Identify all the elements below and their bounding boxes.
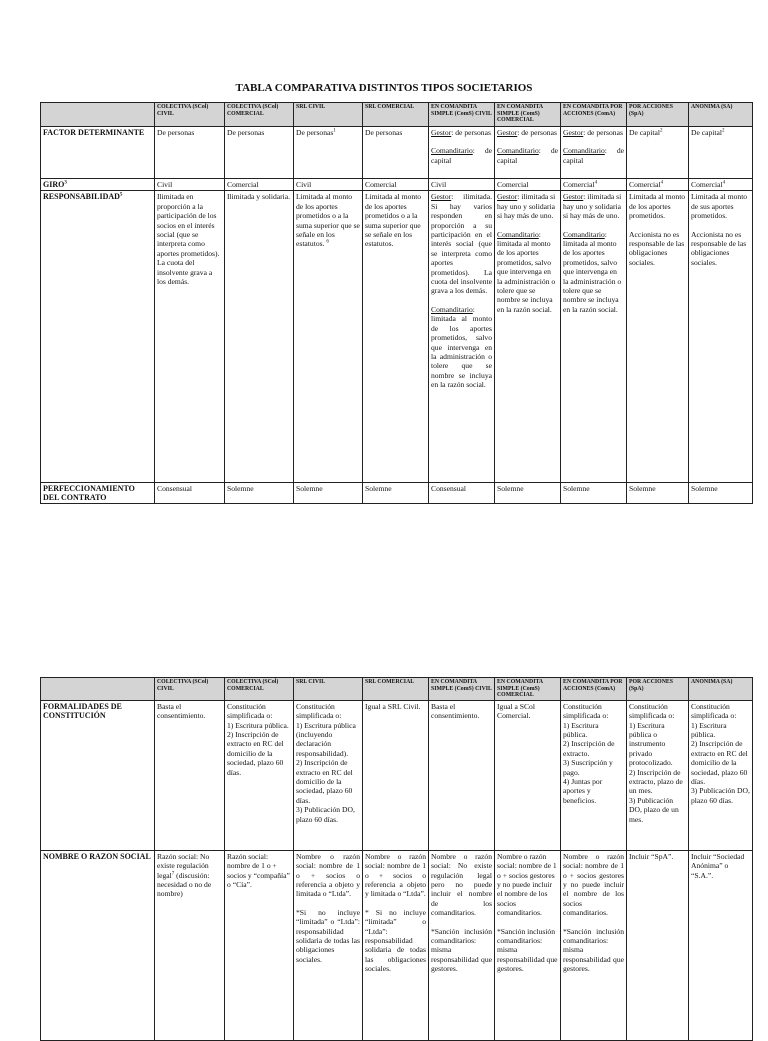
column-header: EN COMANDITA SIMPLE (ComS) COMERCIAL — [495, 103, 561, 127]
cell-text: Comercial — [691, 180, 723, 189]
column-header: POR ACCIONES (SpA) — [627, 678, 689, 701]
gestor-value: : de personas — [583, 128, 623, 137]
footnote-ref: 1 — [333, 128, 336, 134]
cell: Solemne — [495, 483, 561, 504]
cell: Civil — [429, 179, 495, 191]
header-corner — [41, 678, 155, 701]
gestor-label: Gestor — [431, 192, 452, 202]
cell-text: Nombre o razón social: nombre de 1 o + socios o referencia a objeto y limitada o “Ltda”. — [365, 851, 426, 899]
footnote-ref: 5 — [119, 192, 123, 198]
cell: Comercial — [225, 179, 294, 191]
cell-text: Limitada al monto de los aportes prometidos o a la suma superior que se señale en los estatutos. — [296, 192, 360, 249]
comanditario-label: Comanditario — [563, 146, 605, 156]
cell — [689, 179, 753, 191]
cell — [561, 127, 627, 179]
cell: Basta el consentimiento. — [429, 700, 495, 850]
cell-text: Accionista no es responsable de las obligaciones sociales. — [629, 229, 685, 267]
cell-text: Nombre o razón social: No existe regulación legal pero no puede incluir el nombre de los comanditarios. — [431, 851, 492, 918]
cell: Consensual — [155, 483, 225, 504]
cell: Constitución simplificada o: 1) Escritura pública. 2) Inscripción de extracto. 3) Suscripción y pago. 4) Juntas por aportes y beneficios. — [561, 700, 627, 850]
cell-text: Accionista no es responsable de las obligaciones sociales. — [691, 229, 747, 267]
comanditario-value: : de capital — [497, 146, 558, 165]
gestor-label: Gestor — [497, 128, 518, 137]
comanditario-text: : limitada al monto de los aportes prometidos, salvo que intervenga en la administración o tolere que se nombre se incluya en la razón social. — [563, 229, 622, 314]
footnote-ref: 4 — [660, 180, 664, 186]
cell-text: Nombre o razón social: nombre de 1 o + socios gestores y no puede incluir el nombre de los socios comanditarios. — [497, 851, 557, 918]
cell: Solemne — [294, 483, 363, 504]
cell: Ilimitada y solidaria. — [225, 191, 294, 483]
cell-text: Limitada al monto de sus aportes prometidos. — [691, 192, 748, 221]
column-header: EN COMANDITA POR ACCIONES (ComA) — [561, 103, 627, 127]
column-header: EN COMANDITA SIMPLE (ComS) CIVIL — [429, 103, 495, 127]
row-header — [41, 179, 155, 191]
footnote-ref: 4 — [594, 180, 598, 186]
row-formalidades — [41, 700, 753, 850]
column-header: ANONIMA (SA) — [689, 678, 753, 701]
row-giro — [41, 179, 753, 191]
comanditario-label: Comanditario — [431, 146, 473, 156]
gestor-label: Gestor — [563, 128, 584, 137]
footnote-ref: 7 — [171, 871, 175, 877]
comanditario-label: Comanditario — [497, 229, 539, 239]
row-header-text: GIRO — [43, 180, 65, 189]
cell: De personas — [155, 127, 225, 179]
column-header: EN COMANDITA SIMPLE (ComS) CIVIL — [429, 678, 495, 701]
gestor-text: : ilimitada si hay uno y solidaria si hay más de uno. — [563, 192, 622, 221]
cell: Solemne — [561, 483, 627, 504]
cell-text: Razón social: No existe regulación legal — [157, 851, 210, 880]
cell — [495, 850, 561, 1040]
cell — [294, 127, 363, 179]
row-responsabilidad — [41, 191, 753, 483]
row-header: FACTOR DETERMINANTE — [41, 127, 155, 179]
row-perfeccionamiento — [41, 483, 753, 504]
column-header: ANONIMA (SA) — [689, 103, 753, 127]
cell: Igual a SCol Comercial. — [495, 700, 561, 850]
cell: Constitución simplificada o: 1) Escritura pública. 2) Inscripción de extracto en RC del domicilio de la sociedad, plazo 60 días. 3) Publicación DO, plazo 60 días. — [689, 700, 753, 850]
row-header: FORMALIDADES DE CONSTITUCIÓN — [41, 700, 155, 850]
cell — [155, 850, 225, 1040]
cell — [561, 191, 627, 483]
cell: Comercial — [495, 179, 561, 191]
cell: Civil — [155, 179, 225, 191]
cell — [689, 127, 753, 179]
column-header: COLECTIVA (SCol) COMERCIAL — [225, 678, 294, 701]
cell-text: * Si no incluye “limitada” o “Ltda”: responsabilidad solidaria de todas las obligaciones sociales. — [365, 907, 426, 974]
cell: Limitada al monto de los aportes prometidos o a la suma superior que se señale en los estatutos. — [363, 191, 429, 483]
cell: Civil — [294, 179, 363, 191]
gestor-label: Gestor — [563, 192, 584, 202]
page-title: TABLA COMPARATIVA DISTINTOS TIPOS SOCIETARIOS — [235, 82, 533, 94]
row-header: NOMBRE O RAZON SOCIAL — [41, 850, 155, 1040]
cell: De personas — [225, 127, 294, 179]
cell — [627, 127, 689, 179]
cell — [561, 179, 627, 191]
cell: Consensual — [429, 483, 495, 504]
cell-text: *Sanción inclusión comanditarios: misma responsabilidad que gestores. — [431, 926, 492, 974]
comanditario-value: : de capital — [431, 146, 492, 165]
column-header: POR ACCIONES (SpA) — [627, 103, 689, 127]
cell: Basta el consentimiento. — [155, 700, 225, 850]
cell: Solemne — [627, 483, 689, 504]
gestor-text: : ilimitada si hay uno y solidaria si hay más de uno. — [497, 192, 556, 221]
cell: Incluir “SpA”. — [627, 850, 689, 1040]
comanditario-value: : de capital — [563, 146, 624, 165]
footnote-ref: 3 — [64, 180, 67, 186]
comanditario-label: Comanditario — [497, 146, 539, 156]
row-nombre-razon-social — [41, 850, 753, 1040]
cell: Ilimitada en proporción a la participación de los socios en el interés social (que se interpreta como aportes prometidos). La cuota del insolvente grava a los demás. — [155, 191, 225, 483]
cell: Solemne — [689, 483, 753, 504]
cell-text: *Si no incluye “limitada” o “Ltda”: responsabilidad solidaria de todas las obligaciones sociales. — [296, 907, 360, 964]
column-header: COLECTIVA (SCol) CIVIL — [155, 678, 225, 701]
cell-text: *Sanción inclusión comanditarios: misma responsabilidad que gestores. — [497, 926, 558, 974]
cell-text: De personas — [296, 128, 334, 137]
cell: Igual a SRL Civil. — [363, 700, 429, 850]
cell-text: Comercial — [563, 180, 595, 189]
cell — [429, 191, 495, 483]
cell: De personas — [363, 127, 429, 179]
comanditario-label: Comanditario — [563, 229, 605, 239]
footnote-ref: 6 — [326, 239, 329, 245]
cell-text: De capital — [691, 128, 722, 137]
cell — [495, 127, 561, 179]
comanditario-text: : limitada al monto de los aportes prometidos, salvo que intervenga en la administración o tolere que se nombre se incluya en la razón social. — [431, 304, 492, 390]
cell-text: (discusión: necesidad o no de nombre) — [157, 870, 212, 899]
row-header: PERFECCIONAMIENTO DEL CONTRATO — [41, 483, 155, 504]
cell-text: Comercial — [629, 180, 661, 189]
gestor-text: : ilimitada. Si hay varios responden en proporción a su participación en el interés social (que se interpreta como aportes prometidos). La cuota del insolvente grava a los demás. — [431, 192, 492, 296]
cell — [363, 850, 429, 1040]
column-header: SRL CIVIL — [294, 678, 363, 701]
cell-text: De capital — [629, 128, 660, 137]
comanditario-text: : limitada al monto de los aportes prometidos, salvo que intervenga en la administración o tolere que se nombre se incluya en la razón social. — [497, 229, 556, 314]
gestor-value: : de personas — [517, 128, 557, 137]
gestor-label: Gestor — [497, 192, 518, 202]
cell: Constitución simplificada o: 1) Escritura pública o instrumento privado protocolizado. 2) Inscripción de extracto, plazo de un mes. 3) Publicación DO, plazo de un mes. — [627, 700, 689, 850]
cell — [689, 191, 753, 483]
cell: Solemne — [363, 483, 429, 504]
cell — [627, 191, 689, 483]
cell-text: *Sanción inclusión comanditarios: misma responsabilidad que gestores. — [563, 926, 624, 974]
header-row — [41, 678, 753, 701]
row-factor-determinante — [41, 127, 753, 179]
comparison-table-1 — [40, 102, 753, 504]
comparison-table-2 — [40, 677, 753, 1041]
gestor-label: Gestor — [431, 128, 452, 137]
column-header: COLECTIVA (SCol) CIVIL — [155, 103, 225, 127]
row-header — [41, 191, 155, 483]
cell: Constitución simplificada o: 1) Escritura pública (incluyendo declaración responsabilidad). 2) Inscripción de extracto en RC del domicilio de la sociedad, plazo 60 días. 3) Publicación DO, plazo 60 días. — [294, 700, 363, 850]
cell: Constitución simplificada o: 1) Escritura pública. 2) Inscripción de extracto en RC del domicilio de la sociedad, plazo 60 días. — [225, 700, 294, 850]
gestor-value: : de personas — [451, 128, 491, 137]
cell-text: Nombre o razón social: nombre de 1 o + socios o referencia a objeto y limitada o “Ltda”. — [296, 851, 360, 899]
cell — [294, 850, 363, 1040]
cell — [495, 191, 561, 483]
header-row — [41, 103, 753, 127]
footnote-ref: 4 — [722, 180, 726, 186]
column-header: SRL COMERCIAL — [363, 678, 429, 701]
row-header-text: RESPONSABILIDAD — [43, 192, 120, 202]
footnote-ref: 2 — [722, 128, 725, 134]
comanditario-label: Comanditario — [431, 304, 473, 314]
cell-text: Limitada al monto de los aportes prometidos. — [629, 192, 686, 221]
column-header: SRL CIVIL — [294, 103, 363, 127]
cell — [561, 850, 627, 1040]
cell-text: Nombre o razón social: nombre de 1 o + socios gestores y no puede incluir el nombre de los socios comanditarios. — [563, 851, 624, 918]
cell: Incluir “Sociedad Anónima” o “S.A.”. — [689, 850, 753, 1040]
cell: Razón social: nombre de 1 o + socios y “compañía” o “Cía”. — [225, 850, 294, 1040]
header-corner — [41, 103, 155, 127]
cell — [429, 127, 495, 179]
cell — [294, 191, 363, 483]
cell: Solemne — [225, 483, 294, 504]
column-header: EN COMANDITA SIMPLE (ComS) COMERCIAL — [495, 678, 561, 701]
column-header: COLECTIVA (SCol) COMERCIAL — [225, 103, 294, 127]
cell — [627, 179, 689, 191]
cell: Comercial — [363, 179, 429, 191]
footnote-ref: 2 — [660, 128, 663, 134]
column-header: EN COMANDITA POR ACCIONES (ComA) — [561, 678, 627, 701]
cell — [429, 850, 495, 1040]
column-header: SRL COMERCIAL — [363, 103, 429, 127]
